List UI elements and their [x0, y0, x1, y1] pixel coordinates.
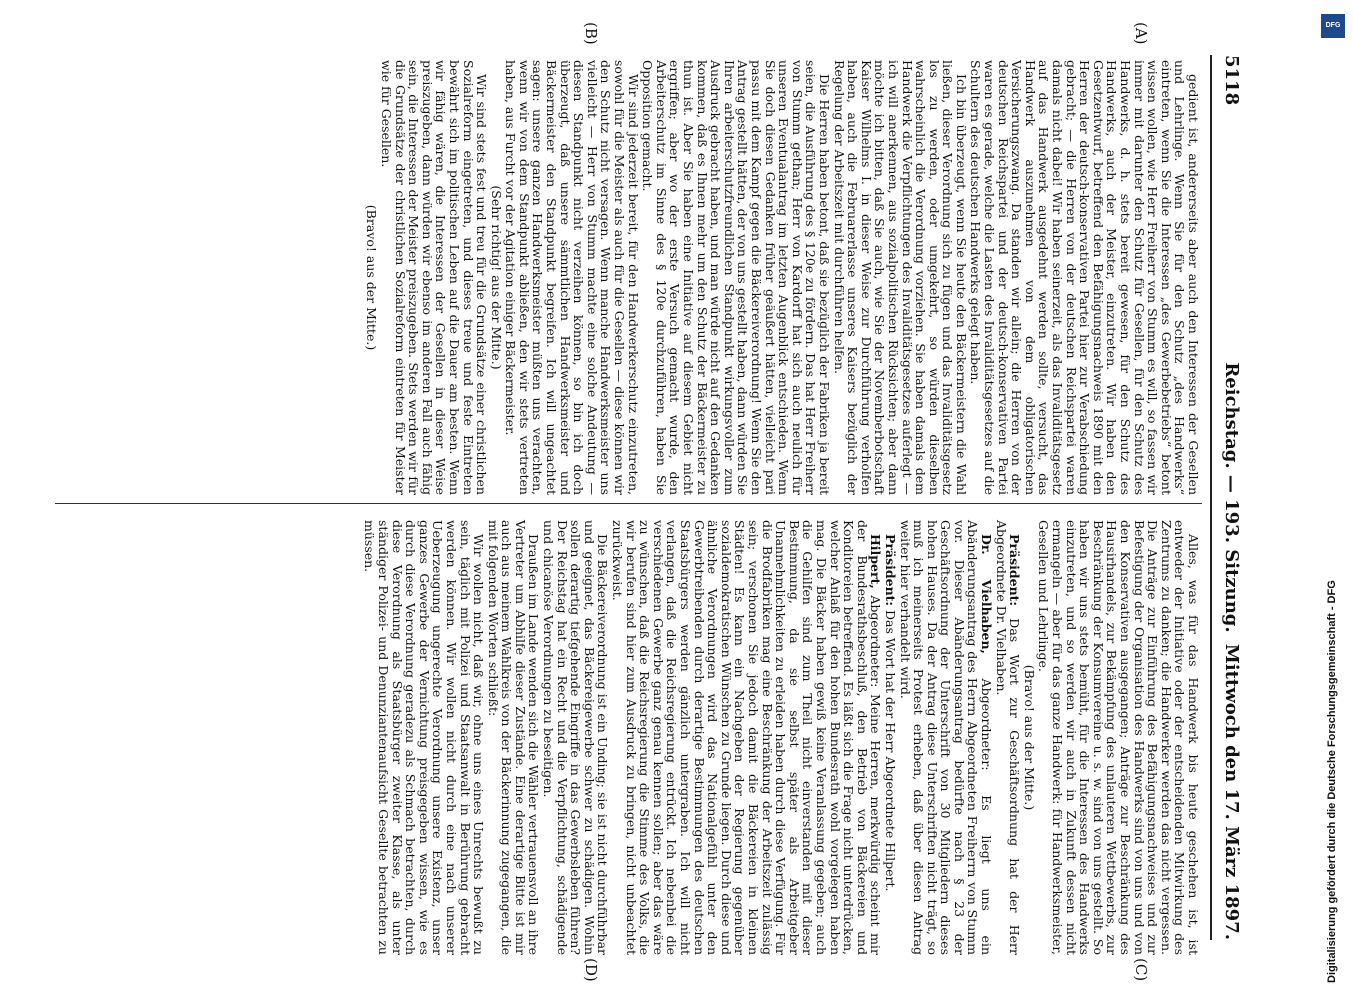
- paragraph-text: Wir sind stets fest und treu für die Grundsätze einer christlichen Sozialreform eingetreten, und dieses treue und feste Eintreten bewährt sich im politischen Leben auf die Dauer am besten. Wenn wir fähig wären, die Interessen der Gesellen in dieser Weise preiszugeben, dann würden wir ebenso im anderen Fall auch fähig sein, die Interessen der Meister preiszugeben. Stets werden wir für die Grundsätze der christlichen Sozialreform eintreten für Meister wie für Gesellen.: [378, 60, 490, 495]
- margin-mark-a: (A): [1132, 22, 1150, 45]
- interjection: [489, 60, 503, 495]
- speaker-name: Dr. Vielhaben,: [979, 534, 995, 654]
- paragraph-text: gedient ist, andererseits aber auch den Interessen der Gesellen und Lehrlinge. Wenn Sie für den Schutz „des Handwerks“ eintreten, wenn Sie die Interessen „des Gewerbebetriebs“ betont wissen wollen, wie Herr Freiherr von Stumm es will, so fassen wir immer mit darunter den Schutz für Gesellen, für den Schutz des Handwerks, d. h. stets bereit gewesen, für den Schutz des Handwerks, auch der Meister, einzutreten. Wir haben den Gesetzentwurf, betreffend den Befähigungsnachweis 1890 mit den Herren der deutsch-konservativen Partei hier zur Verabschiedung gebracht; — die Herren von der deutschen Reichspartei waren damals nicht dabei! Wir haben seinerzeit, als das Invaliditätsgesetz auf das Handwerk ausgedehnt werden sollte, versucht, das Handwerk auszunehmen von dem obligatorischen Versicherungszwang. Da standen wir allein; die Herren von der deutschen Reichspartei und der deutsch-konservativen Partei waren es gerade, welche die Lasten des Invaliditätsgesetzes auf die Schultern des deutschen Handwerks gelegt haben.: [968, 60, 1201, 495]
- paragraph: [898, 520, 993, 955]
- paragraph: [542, 520, 610, 955]
- interjection: [1022, 520, 1036, 955]
- page-number: 5118: [1221, 55, 1242, 106]
- paragraph-text: Die Herren haben betont, daß sie bezüglich der Fabriken ja bereit seien, die Ausführung des § 120e zu fördern. Das hat Herr Freiherr von Stumm gethan; Herr von Kardorff hat sich auch neulich für unseren Eventualantrag im letzten Augenblick entschieden. Wenn Sie doch diesen Gedanken früher geäußert hätten, vielleicht pari passu mit dem Kampf gegen die Bäckereiverordnung! Wenn Sie den Antrag gestellt hätten, der von uns gestellt haben, dann würden Sie Ihren arbeiterschutzfreundlichen Standpunkt wirkungsvoller zum Ausdruck gebracht haben, und man würde nicht auf den Gedanken kommen, daß es Ihnen mehr um den Schutz der Bäckermeister zu thun ist. Aber Sie haben eine Initiative auf diesem Gebiet nicht ergriffen; aber wo der erste Versuch gemacht wurde, den Arbeiterschutz im Sinne des § 120e durchzuführen, haben Sie Opposition gemacht.: [640, 60, 832, 495]
- paragraph: [832, 60, 968, 495]
- right-column: [362, 520, 1200, 955]
- paragraph-text: Alles, was für das Handwerk bis heute geschehen ist, ist entweder der Initiative oder der entscheidenden Mitwirkung des Zentrums zu danken; die Handwerker werden das nicht vergessen. Die Anträge zur Einführung des Befähigungsnachweises und zur Befestigung der Organisation des Handwerks sind von uns und von den Konservativen ausgegangen; Anträge zur Beschränkung des Hausirhandels, zur Bekämpfung des unlauteren Wettbewerbs, zur Beschränkung der Konsumvereine u. s. w. sind von uns gestellt. So haben wir uns stets bemüht, für die Interessen des Handwerks einzutreten, und so werden wir auch in Zukunft dessen nicht ermangeln — aber für das ganze Handwerk: für Handwerksmeister, Gesellen und Lehrlinge.: [1036, 520, 1201, 955]
- paragraph: [994, 520, 1021, 955]
- paragraph: [363, 520, 485, 955]
- margin-mark-c: (C): [1132, 958, 1150, 982]
- footer-strip: [1320, 8, 1350, 988]
- paragraph-text: Abgeordneter: Meine Herren, merkwürdig scheint mir der Bundesrathsbeschluß, den Betrieb von Bäckereien und Konditoreien betreffend. Es läßt sich die Frage nicht unterdrücken, welcher Anlaß für den hohen Bundesrath wohl vorgelegen haben mag. Die Bäcker haben gewiß keine Veranlassung gegeben; auch die Gehilfen sind zum Theil nicht einverstanden mit dieser Bestimmung, da sie selbst später als Arbeitgeber Unannehmlichkeiten zu erleiden haben durch diese Verfügung. Für die Brodfabriken mag eine Beschränkung der Arbeitszeit zulässig sein; verschonen Sie jedoch damit die Bäckereien in kleinen Städten! Es kann ein Nachgeben der Regierung gegenüber sozialdemokratischen Wünschen zu Grunde liegen. Durch diese und ähnliche Verordnungen wird das Nationalgefühl unter den Gewerbtreibenden durch derartige Bestimmungen des deutschen Staatsbürgers werden gänzlich untergraben. Ich will nicht verlangen, daß die Reichsregierung entrückt. Ich nebenbei die verschiedenen Gewerbe ganz genau kennen sollen; aber das wäre zu wünschen, daß die Reichsregierung die Stimme des Volks, die wir berufen sind hier zum Ausdruck zu bringen, nicht unbeachtet zurückweist.: [610, 520, 884, 955]
- header-rule: [1210, 55, 1212, 940]
- left-column: [364, 60, 1200, 495]
- paragraph-text: Ich bin überzeugt, wenn Sie heute den Bäckermeistern die Wahl ließen, dieser Verordnung sich zu fügen und das Invaliditätsgesetz los zu werden, oder umgekehrt, so würden dieselben wahrscheinlich die Verordnung vorziehen. Sie haben damals dem Handwerk die Verpflichtungen des Invaliditätsgesetzes auferlegt — ich will anerkennen, aus sozialpolitischen Rücksichten; aber dann möchte ich bitten, daß Sie auch, wie Sie der Novemberbotschaft Kaiser Wilhelms I. in dieser Weise zur Durchführung verholfen haben, auch die Februarerlasse unseres Kaisers bezüglich der Regelung der Arbeitszeit mit durchführen helfen.: [831, 60, 969, 495]
- margin-mark-d: (D): [582, 958, 600, 982]
- paragraph: [969, 60, 1200, 495]
- page-header: [1212, 55, 1242, 940]
- speaker-name: Hilpert,: [868, 534, 884, 589]
- speaker-name: Präsident:: [1007, 534, 1023, 607]
- paragraph-text: Die Bäckereiverordnung ist ein Unding; sie ist nicht durchführbar und geeignet, das Bäckereigewerbe schwer zu schädigen. Wohin sollen derartig tiefgehende Eingriffe in das Gewerbsleben führen? Der Reichstag hat ein Recht und die Verpflichtung, schädigende und chicanöse Verordnungen zu beseitigen.: [541, 520, 611, 955]
- paragraph-text: Das Wort hat der Herr Abgeordnete Hilpert.: [882, 610, 898, 892]
- dfg-logo: DFG: [1321, 14, 1345, 38]
- column-divider: [55, 503, 1202, 504]
- paragraph: [610, 520, 882, 955]
- paragraph-text: (Sehr richtig! aus der Mitte.): [488, 185, 504, 370]
- page-title: Reichstag. — 193. Sitzung.: [1221, 362, 1242, 633]
- margin-mark-b: (B): [582, 22, 600, 45]
- paragraph: [883, 520, 897, 955]
- paragraph-text: (Bravo! aus der Mitte.): [1021, 664, 1037, 811]
- interjection: [365, 60, 379, 495]
- paragraph: [379, 60, 488, 495]
- paragraph: [1037, 520, 1200, 955]
- speaker-name: Präsident:: [882, 534, 898, 607]
- paragraph-text: Draußen im Lande wenden sich die Wähler vertrauensvoll an ihre Vertreter um Abhilfe dieser Zustände. Eine derartige Bitte ist mir auch aus meinem Wahlkreis von der Bäckerinnung zugegangen, die mit folgenden Worten schließt:: [485, 520, 542, 955]
- paragraph-text: Das Wort zur Geschäftsordnung hat der Herr Abgeordnete Dr. Vielhaben.: [993, 520, 1023, 955]
- paragraph-text: Abgeordneter: Es liegt uns ein Abänderungsantrag des Herrn Abgeordneten Freiherrn von Stumm vor. Dieser Abänderungsantrag bedürfte nach § 23 der Geschäftsordnung der Unterschrift von 30 Mitgliedern dieses hohen Hauses. Da der Antrag diese Unterschriften nicht trägt, so muß ich meinerseits Protest erheben, daß über diesen Antrag weiter hier verhandelt wird.: [897, 520, 995, 955]
- paragraph: [486, 520, 540, 955]
- paragraph-text: Wir wollen nicht, daß wir, ohne uns eines Unrechts bewußt zu sein, täglich mit Polizei und Staatsanwalt in Berührung gebracht werden können. Wir wollen nicht durch eine nach unserer Ueberzeugung ungerechte Verordnung unsere Existenz, unser ganzes Gewerbe der Vernichtung preisgegeben wissen, wie es durch diese Verordnung geradezu als Schmach betrachten, durch diese Verordnung als Staatsbürger zweiter Klasse, als unter ständiger Polizei- und Denunziantenaufsicht Gesellte betrachten zu müssen.: [362, 520, 487, 955]
- footer-credit: Digitalisierung gefördert durch die Deutsche Forschungsgemeinschaft - DFG: [1326, 580, 1338, 983]
- paragraph-text: Wir sind jederzeit bereit, für den Handwerkerschutz einzutreten, sowohl für die Meister als auch für die Gesellen — diese können wir den Schutz nicht versagen. Wenn manche Handwerksmeister uns vielleicht — Herr von Stumm machte eine solche Andeutung — diesen Standpunkt nicht verzeihen können, so bin ich doch überzeugt, daß unsere sämmtlichen Handwerksmeister und Bäckermeister den Standpunkt begreifen. Ich will ungeachtet sagen: unsere ganzen Handwerksmeister müßten uns verachten, wenn wir von dem Standpunkt abließen, den wir stets vertreten haben, aus Furcht vor der Agitation einiger Bäckermeister.: [503, 60, 641, 495]
- paragraph-text: (Bravo! aus der Mitte.): [364, 204, 380, 351]
- page-date: Mittwoch den 17. März 1897.: [1221, 643, 1242, 940]
- paragraph: [504, 60, 640, 495]
- paragraph: [641, 60, 831, 495]
